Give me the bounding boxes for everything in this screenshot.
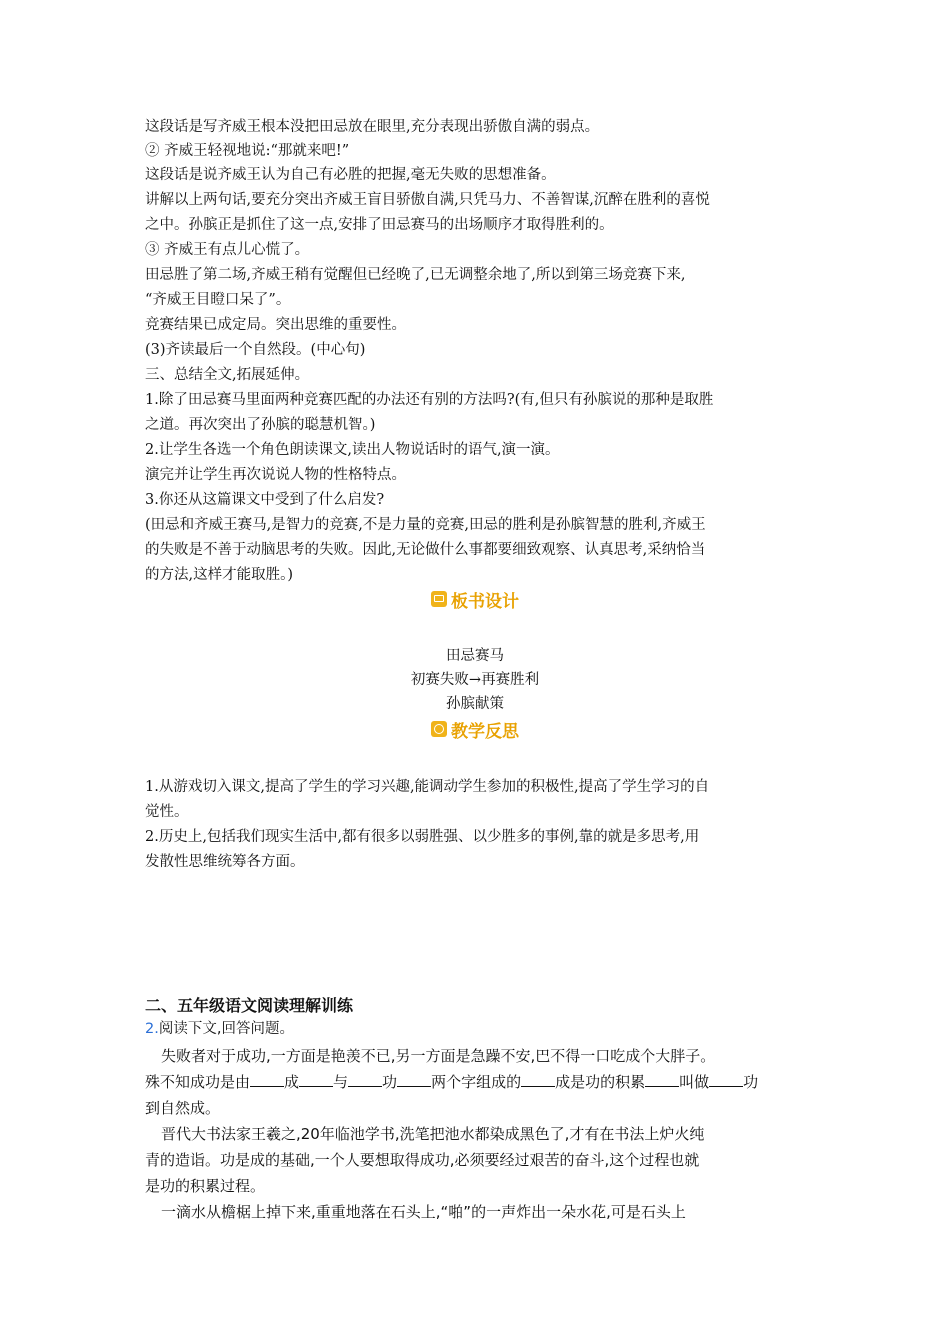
- answer-blank[interactable]: [645, 1072, 679, 1087]
- answer-blank[interactable]: [521, 1072, 555, 1087]
- answer-blank[interactable]: [299, 1072, 333, 1087]
- text-line: (田忌和齐威王赛马,是智力的竞赛,不是力量的竞赛,田忌的胜利是孙膑智慧的胜利,齐威王: [145, 517, 706, 533]
- reflection-icon: [431, 721, 447, 737]
- board-design-heading: [0, 588, 950, 610]
- text-line: 这段话是写齐威王根本没把田忌放在眼里,充分表现出骄傲自满的弱点。: [145, 119, 600, 135]
- answer-blank[interactable]: [250, 1072, 284, 1087]
- question-text: 阅读下文,回答问题。: [158, 1021, 294, 1037]
- text-line: 之中。孙膑正是抓住了这一点,安排了田忌赛马的出场顺序才取得胜利的。: [145, 217, 614, 233]
- text-line: (3)齐读最后一个自然段。(中心句): [145, 342, 366, 358]
- passage-line: 青的造诣。功是成的基础,一个人要想取得成功,必须要经过艰苦的奋斗,这个过程也就: [145, 1151, 700, 1169]
- passage-line: 失败者对于成功,一方面是艳羡不已,另一方面是急躁不安,巴不得一口吃成个大胖子。: [161, 1047, 716, 1065]
- text-line: 演完并让学生再次说说人物的性格特点。: [145, 467, 406, 483]
- section-title: 二、五年级语文阅读理解训练: [145, 996, 354, 1015]
- reflection-line: 1.从游戏切入课文,提高了学生的学习兴趣,能调动学生参加的积极性,提高了学生学习的自: [145, 779, 710, 795]
- answer-blank[interactable]: [397, 1072, 431, 1087]
- passage-line: 一滴水从檐椐上掉下来,重重地落在石头上,“啪”的一声炸出一朵水花,可是石头上: [161, 1203, 686, 1221]
- text-line: 的失败是不善于动脑思考的失败。因此,无论做什么事都要细致观察、认真思考,采纳恰当: [145, 542, 706, 558]
- board-line: 初赛失败→再赛胜利: [410, 672, 540, 688]
- passage-line: 到自然成。: [145, 1099, 221, 1117]
- board-line: 孙膑献策: [446, 696, 504, 712]
- text-line: “齐威王目瞪口呆了”。: [145, 292, 291, 308]
- board-icon: [431, 591, 447, 607]
- text-line: 的方法,这样才能取胜。): [145, 567, 294, 583]
- text-line: 讲解以上两句话,要充分突出齐威王盲目骄傲自满,只凭马力、不善智谋,沉醉在胜利的喜悦: [145, 192, 710, 208]
- text-line: 三、总结全文,拓展延伸。: [145, 367, 310, 383]
- passage-line-with-blanks: 殊不知成功是由 成 与 功 两个字组成的 成是功的积累 叫做 功: [145, 1073, 759, 1091]
- text-line: 之道。再次突出了孙膑的聪慧机智。): [145, 417, 376, 433]
- text-line: 2.让学生各选一个角色朗读课文,读出人物说话时的语气,演一演。: [145, 442, 560, 458]
- reflection-heading: [0, 718, 950, 740]
- text-line: 1.除了田忌赛马里面两种竞赛匹配的办法还有别的方法吗?(有,但只有孙膑说的那种是取胜: [145, 392, 714, 408]
- passage-line: 晋代大书法家王羲之,20年临池学书,洗笔把池水都染成黑色了,才有在书法上炉火纯: [161, 1125, 705, 1143]
- reflection-line: 2.历史上,包括我们现实生活中,都有很多以弱胜强、以少胜多的事例,靠的就是多思考,用: [145, 829, 700, 845]
- reflection-title: 教学反思: [451, 721, 519, 742]
- board-design-title: 板书设计: [451, 591, 519, 612]
- passage-line: 是功的积累过程。: [145, 1177, 266, 1195]
- text-line: ② 齐威王轻视地说:“那就来吧!”: [145, 143, 350, 159]
- text-line: 3.你还从这篇课文中受到了什么启发?: [145, 492, 385, 508]
- text-line: 竞赛结果已成定局。突出思维的重要性。: [145, 317, 406, 333]
- text-line: 这段话是说齐威王认为自己有必胜的把握,毫无失败的思想准备。: [145, 167, 556, 183]
- reflection-line: 发散性思维统筹各方面。: [145, 854, 305, 870]
- board-title: 田忌赛马: [446, 648, 504, 664]
- passage: [145, 1043, 810, 1225]
- text-line: 田忌胜了第二场,齐威王稍有觉醒但已经晚了,已无调整余地了,所以到第三场竞赛下来,: [145, 267, 686, 283]
- question-prompt: [145, 1019, 294, 1039]
- answer-blank[interactable]: [709, 1072, 743, 1087]
- question-number: 2.: [145, 1021, 159, 1037]
- answer-blank[interactable]: [348, 1072, 382, 1087]
- reflection-line: 觉性。: [145, 804, 189, 820]
- text-line: ③ 齐威王有点儿心慌了。: [145, 242, 310, 258]
